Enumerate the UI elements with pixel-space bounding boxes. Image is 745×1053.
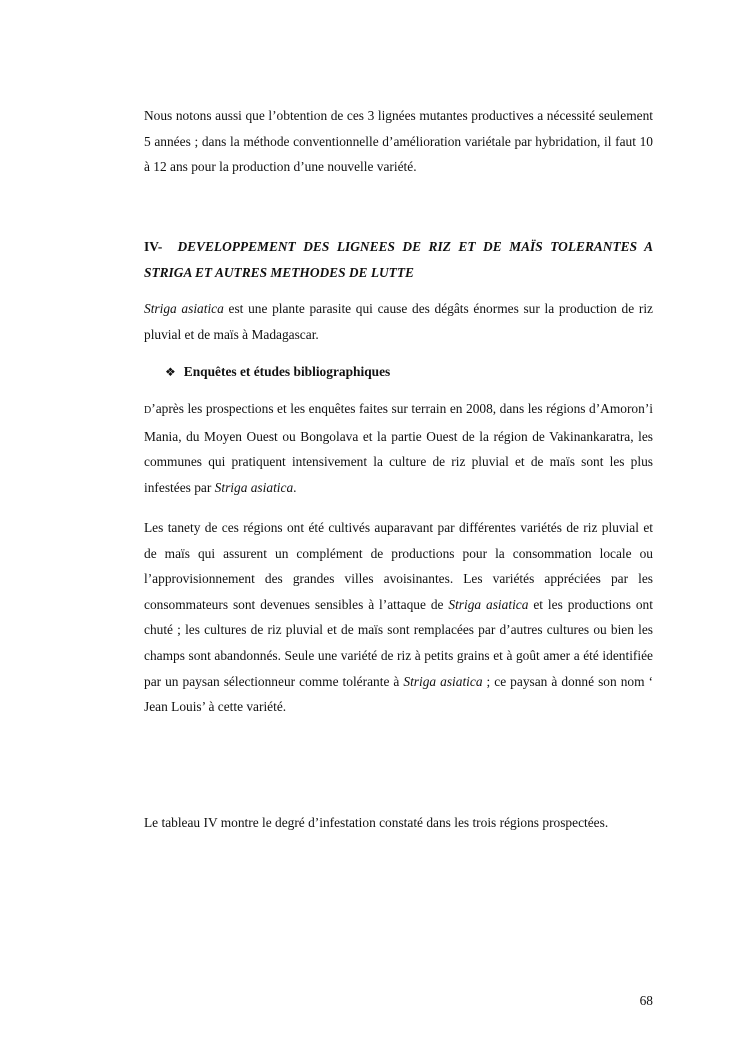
paragraph-text: Le tableau IV montre le degré d’infestation constaté dans les trois régions prospectées. bbox=[144, 815, 609, 830]
paragraph-tanety bbox=[144, 515, 653, 720]
paragraph-text: est une plante parasite qui cause des dégâts énormes sur la production de riz pluvial et de maïs à Madagascar. bbox=[144, 301, 653, 342]
drop-letter: D bbox=[144, 405, 152, 416]
species-name: Striga asiatica bbox=[144, 301, 224, 316]
paragraph-text-part-3: ; ce paysan à donné son nom ‘ Jean Louis’ à cette variété. bbox=[144, 673, 653, 715]
paragraph-text: ’après les prospections et les enquêtes faites sur terrain en 2008, dans les régions d’Amoron’i Mania, du Moyen Ouest ou Bongolava et la partie Ouest de la région de Vakinankaratra, les communes qui pratiquent intensivement la culture de riz pluvial et de maïs sont les plus infestées par bbox=[144, 401, 653, 495]
bullet-heading bbox=[165, 359, 390, 385]
paragraph-mutant-lines bbox=[144, 103, 653, 180]
bullet-heading-text: Enquêtes et études bibliographiques bbox=[183, 364, 391, 379]
paragraph-end: . bbox=[293, 479, 297, 495]
paragraph-text: Nous notons aussi que l’obtention de ces 3 lignées mutantes productives a nécessité seulement 5 années ; dans la méthode conventionnelle d’amélioration variétale par hybridation, il faut 10 à 12 ans pour la production d’une nouvelle variété. bbox=[144, 108, 653, 175]
section-heading bbox=[144, 234, 653, 286]
paragraph-table-reference bbox=[144, 810, 653, 836]
paragraph-text-part-1: Les tanety de ces régions ont été cultivés auparavant par différentes variétés de riz pluvial et de maïs qui assurent un complément de productions pour la consommation locale ou l’approvisionnement des grandes villes avoisinantes. Les variétés appréciées par les consommateurs sont devenues sensibles à l’attaque de bbox=[144, 520, 653, 612]
section-title: DEVELOPPEMENT DES LIGNEES DE RIZ ET DE MAÏS TOLERANTES A STRIGA ET AUTRES METHODES DE LUTTE bbox=[144, 239, 654, 280]
paragraph-surveys bbox=[144, 396, 653, 500]
paragraph-text-part-2: et les productions ont chuté ; les cultures de riz pluvial et de maïs sont remplacées par d’autres cultures ou bien les champs sont abandonnés. Seule une variété de riz à petits grains et à goût amer a été identifiée par un paysan sélectionneur comme tolérante à bbox=[144, 596, 653, 689]
species-name: Striga asiatica bbox=[403, 673, 483, 689]
species-name: Striga asiatica bbox=[448, 596, 529, 612]
section-number: IV- bbox=[144, 239, 163, 254]
page-number: 68 bbox=[639, 993, 653, 1008]
paragraph-striga-intro bbox=[144, 296, 653, 347]
diamond-bullet-icon: ❖ bbox=[165, 365, 176, 379]
species-name: Striga asiatica bbox=[214, 479, 294, 495]
